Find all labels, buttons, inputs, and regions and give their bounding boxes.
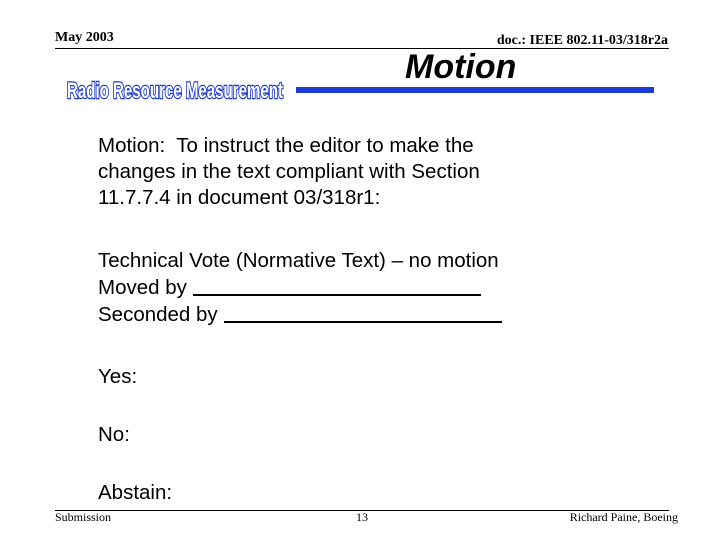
motion-line-2: changes in the text compliant with Section	[98, 160, 480, 183]
moved-by-line	[98, 274, 502, 301]
footer-author: Richard Paine, Boeing	[569, 510, 678, 524]
vote-block	[98, 248, 502, 328]
moved-by-label: Moved by	[98, 276, 187, 299]
vote-line: Technical Vote (Normative Text) – no motion	[98, 249, 499, 272]
title-underline-bar	[296, 87, 654, 93]
motion-line-3: 11.7.7.4 in document 03/318r1:	[98, 186, 381, 209]
motion-line-1: Motion: To instruct the editor to make the	[98, 134, 474, 157]
header-rule	[55, 48, 669, 49]
footer-submission: Submission	[55, 510, 112, 524]
header-date: May 2003	[55, 30, 114, 45]
radio-resource-measurement-logo	[65, 75, 285, 103]
header-doc-id: doc.: IEEE 802.11-03/318r2a	[496, 33, 668, 48]
moved-by-blank	[193, 274, 481, 296]
seconded-by-label: Seconded by	[98, 303, 218, 326]
motion-text	[98, 133, 480, 211]
no-label: No:	[98, 423, 130, 446]
seconded-by-line	[98, 301, 502, 328]
abstain-label: Abstain:	[98, 481, 173, 504]
svg-text:Radio Resource Measurement: Radio Resource Measurement	[67, 78, 284, 103]
yes-label: Yes:	[98, 365, 138, 388]
slide-title: Motion	[405, 48, 517, 86]
footer-page-number: 13	[356, 510, 368, 524]
seconded-by-blank	[224, 301, 502, 323]
